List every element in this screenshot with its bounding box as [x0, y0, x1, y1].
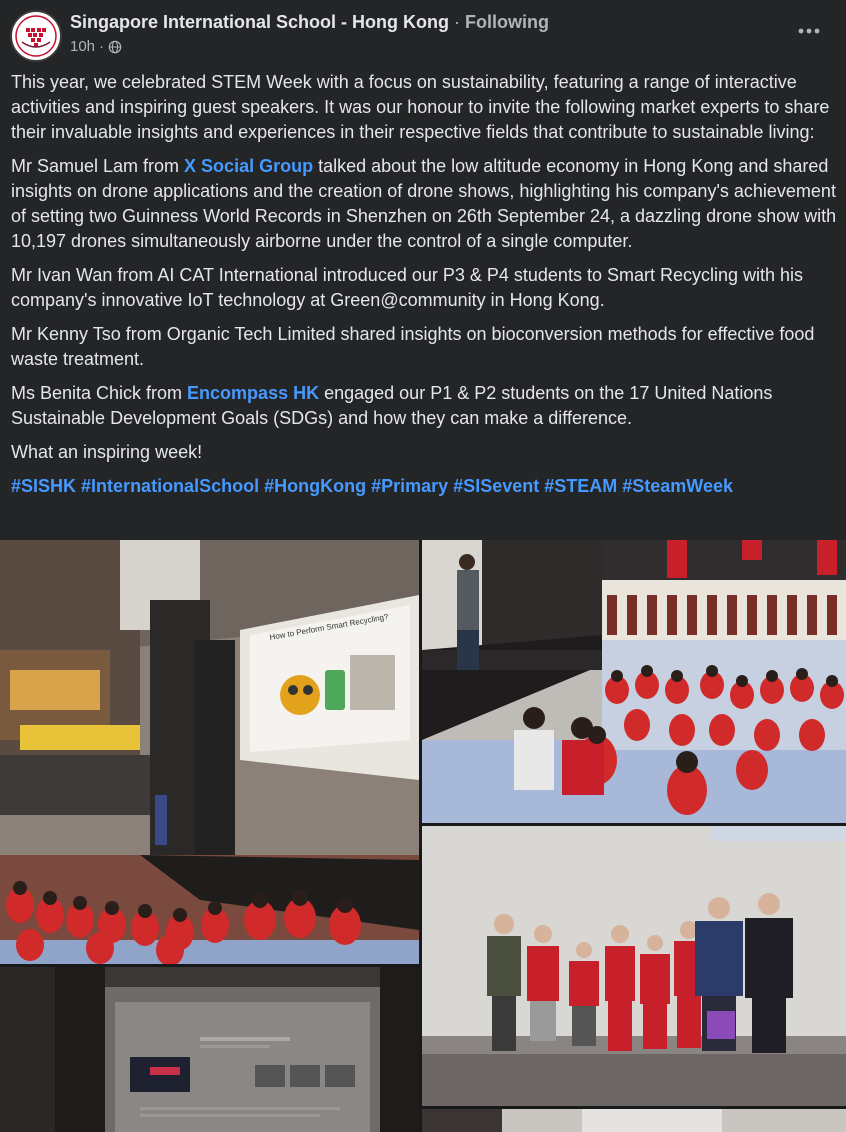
hashtag-link[interactable]: #SISHK: [11, 476, 77, 496]
separator: ·: [449, 12, 465, 32]
post-meta: [70, 38, 122, 55]
slide-title: How to Perform Smart Recycling?: [268, 612, 390, 642]
globe-icon: [108, 40, 122, 54]
x-social-group-link[interactable]: X Social Group: [184, 156, 314, 176]
hashtag-link[interactable]: #SteamWeek: [622, 476, 733, 496]
post-paragraph-kenny: Mr Kenny Tso from Organic Tech Limited shared insights on bioconversion methods for effective food waste treatment.: [11, 324, 815, 369]
post-paragraph-benita: [11, 381, 837, 431]
hashtags: [11, 474, 837, 499]
hashtag-link[interactable]: #SISevent: [453, 476, 540, 496]
more-options-icon[interactable]: [796, 18, 822, 44]
page-name-line: [70, 12, 549, 33]
hashtag-link[interactable]: #HongKong: [264, 476, 367, 496]
photo-gallery: [0, 540, 846, 1132]
paragraph-text: talked about the low altitude economy in Hong Kong and shared insights on drone applications and the creation of drone shows, highlighting his company's achievement of setting two Guinness World Records in Shenzhen on 26th September 24, a dazzling drone show with 10,197 drones simultaneously airborne under the control of a single computer.: [11, 156, 837, 251]
post-paragraph-closing: What an inspiring week!: [11, 442, 203, 462]
separator-dot: ·: [99, 38, 105, 55]
paragraph-text: Mr Samuel Lam from: [11, 156, 185, 176]
page-name-link[interactable]: Singapore International School - Hong Kong: [70, 12, 449, 32]
hashtag-link[interactable]: #STEAM: [544, 476, 618, 496]
page-avatar[interactable]: [10, 10, 62, 62]
post-paragraph-samuel: [11, 154, 837, 254]
paragraph-text: Ms Benita Chick from: [11, 383, 188, 403]
paragraph-text: engaged our P1 & P2 students on the 17 United Nations Sustainable Development Goals (SDGs) and how they can make a difference.: [11, 383, 773, 428]
post-paragraph-intro: This year, we celebrated STEM Week with a focus on sustainability, featuring a range of interactive activities and inspiring guest speakers. It was our honour to invite the following market experts to share their invaluable insights and experiences in their respective fields that contribute to sustainable living:: [11, 72, 830, 142]
post-body: [11, 70, 837, 508]
post-header: [0, 0, 846, 72]
post-time[interactable]: 10h: [70, 38, 96, 55]
post-paragraph-ivan: Mr Ivan Wan from AI CAT International introduced our P3 & P4 students to Smart Recycling with his company's innovative IoT technology at Green@community in Hong Kong.: [11, 265, 804, 310]
hashtag-link[interactable]: #Primary: [371, 476, 449, 496]
encompass-hk-link[interactable]: Encompass HK: [187, 383, 320, 403]
hashtag-link[interactable]: #InternationalSchool: [81, 476, 260, 496]
photo-dark-presentation[interactable]: [0, 967, 419, 1132]
photo-group-award[interactable]: [422, 826, 846, 1106]
photo-partial[interactable]: [422, 1109, 846, 1132]
photo-gymnasium-students[interactable]: [422, 540, 846, 823]
school-logo-icon: [12, 12, 60, 60]
following-button[interactable]: Following: [465, 12, 549, 32]
photo-auditorium-presentation[interactable]: [0, 540, 419, 964]
